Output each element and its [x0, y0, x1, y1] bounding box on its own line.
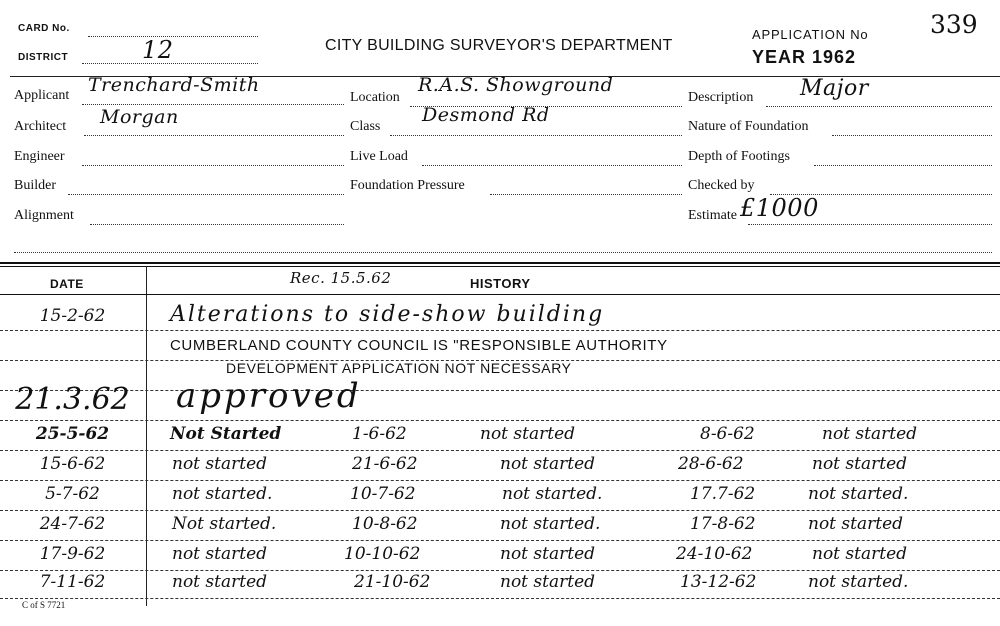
applicant-line	[82, 104, 344, 105]
history-top-rule-2	[0, 266, 1000, 267]
row-date: 25-5-62	[35, 424, 110, 444]
row-status-c: not started.	[808, 572, 909, 592]
stamp-development-application: DEVELOPMENT APPLICATION NOT NECESSARY	[226, 360, 572, 376]
engineer-line	[82, 165, 344, 166]
row-status-c: not started.	[808, 484, 909, 504]
year-label: YEAR 1962	[752, 47, 857, 67]
row-date: 7-11-62	[39, 572, 106, 592]
row-status-c: not started	[822, 424, 918, 444]
row-status-a: Not Started	[170, 424, 282, 444]
architect-label: Architect	[14, 119, 67, 134]
row-status-b: not started	[500, 572, 596, 592]
received-note: Rec. 15.5.62	[290, 269, 392, 287]
applicant-label: Applicant	[14, 88, 70, 103]
row-line	[0, 420, 1000, 421]
live-load-line	[422, 165, 682, 166]
description-value: Major	[800, 76, 869, 101]
row-date-2: 10-7-62	[350, 484, 416, 504]
row-status-a: not started	[172, 544, 268, 564]
date-header: DATE	[50, 277, 84, 291]
row-status-a: Not started.	[172, 514, 277, 534]
row-date-3: 17.7-62	[690, 484, 756, 504]
row-status-c: not started	[812, 454, 908, 474]
row-date-3: 13-12-62	[680, 572, 757, 592]
row-status-a: not started	[172, 572, 268, 592]
row-date-2: 1-6-62	[352, 424, 407, 444]
form-code: C of S 7721	[22, 600, 66, 610]
row-date: 17-9-62	[39, 544, 106, 564]
district-value: 12	[142, 36, 174, 64]
description-label: Description	[688, 90, 754, 105]
application-label: APPLICATION No	[752, 27, 869, 42]
history-date: 15-2-62	[39, 306, 106, 326]
depth-of-footings-label: Depth of Footings	[688, 149, 790, 164]
row-status-c: not started	[812, 544, 908, 564]
row-line	[0, 330, 1000, 331]
row-line	[0, 450, 1000, 451]
row-status-a: not started	[172, 454, 268, 474]
description-line	[766, 106, 992, 107]
row-status-b: not started.	[502, 484, 603, 504]
row-line	[0, 510, 1000, 511]
row-date-3: 28-6-62	[678, 454, 744, 474]
row-line	[0, 480, 1000, 481]
row-date: 5-7-62	[45, 484, 100, 504]
estimate-value: £1000	[740, 194, 819, 222]
row-date: 24-7-62	[39, 514, 106, 534]
row-status-b: not started	[500, 544, 596, 564]
history-entry: Alterations to side-show building	[170, 302, 605, 327]
architect-line	[84, 135, 344, 136]
builder-label: Builder	[14, 178, 56, 193]
row-date-2: 21-6-62	[352, 454, 418, 474]
builder-line	[68, 194, 344, 195]
class-value: Desmond Rd	[422, 104, 550, 126]
row-status-b: not started	[480, 424, 576, 444]
depth-line	[814, 165, 992, 166]
estimate-label: Estimate	[688, 208, 737, 223]
row-date: 15-6-62	[39, 454, 106, 474]
architect-value: Morgan	[100, 106, 179, 128]
class-label: Class	[350, 119, 381, 134]
history-top-rule	[0, 262, 1000, 264]
class-line	[390, 135, 682, 136]
row-date-2: 10-10-62	[344, 544, 421, 564]
section-dotted-rule	[14, 252, 992, 253]
row-line	[0, 390, 1000, 391]
history-header-rule	[0, 294, 1000, 295]
checked-by-label: Checked by	[688, 178, 755, 193]
alignment-label: Alignment	[14, 208, 74, 223]
row-date-3: 24-10-62	[676, 544, 753, 564]
row-status-c: not started	[808, 514, 904, 534]
estimate-line	[748, 224, 992, 225]
history-date: 21.3.62	[15, 382, 130, 417]
row-line	[0, 570, 1000, 571]
foundation-pressure-line	[490, 194, 682, 195]
row-status-b: not started	[500, 454, 596, 474]
alignment-line	[90, 224, 344, 225]
stamp-responsible-authority: CUMBERLAND COUNTY COUNCIL IS "RESPONSIBLE AUTHORITY	[170, 337, 668, 354]
foundation-pressure-label: Foundation Pressure	[350, 178, 465, 193]
row-date-3: 17-8-62	[690, 514, 756, 534]
department-title: CITY BUILDING SURVEYOR'S DEPARTMENT	[325, 37, 673, 54]
row-status-a: not started.	[172, 484, 273, 504]
engineer-label: Engineer	[14, 149, 65, 164]
row-status-b: not started.	[500, 514, 601, 534]
date-column-divider	[146, 266, 147, 606]
history-header: HISTORY	[470, 276, 531, 291]
location-label: Location	[350, 90, 400, 105]
row-date-2: 10-8-62	[352, 514, 418, 534]
row-line	[0, 598, 1000, 599]
live-load-label: Live Load	[350, 149, 408, 164]
history-entry-approved: approved	[176, 376, 362, 416]
nature-line	[832, 135, 992, 136]
location-value: R.A.S. Showground	[418, 74, 614, 96]
district-label: DISTRICT	[18, 52, 69, 63]
applicant-value: Trenchard-Smith	[88, 74, 260, 96]
row-date-2: 21-10-62	[354, 572, 431, 592]
row-date-3: 8-6-62	[700, 424, 755, 444]
row-line	[0, 540, 1000, 541]
card-number: 339	[930, 10, 978, 39]
nature-of-foundation-label: Nature of Foundation	[688, 119, 809, 134]
card-no-label: CARD No.	[18, 23, 70, 34]
